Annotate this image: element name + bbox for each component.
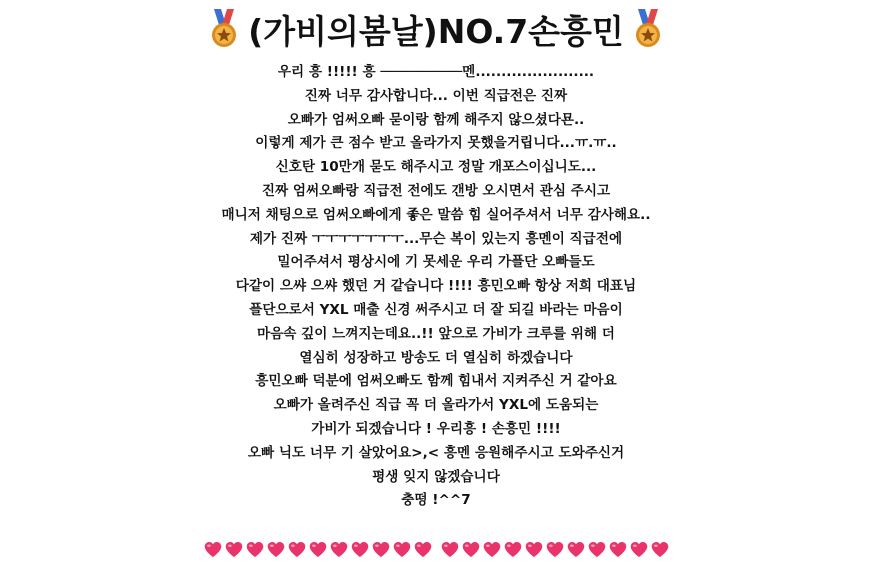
heart-icon xyxy=(609,541,627,558)
heart-icon xyxy=(414,541,432,558)
heart-group xyxy=(441,541,669,558)
heart-icon xyxy=(462,541,480,558)
message-line: 오빠가 엄써오빠 묻이랑 함께 해주지 않으셨다묜.. xyxy=(287,111,585,128)
message-line: 다같이 으쌰 으쌰 했던 거 같습니다 !!!! 흥민오빠 항상 저희 대표님 xyxy=(235,278,637,295)
heart-icon xyxy=(351,541,369,558)
heart-icon xyxy=(309,541,327,558)
message-line: 진짜 너무 감사합니다... 이번 직급전은 진짜 xyxy=(304,87,568,104)
message-line: 플단으로서 YXL 매출 신경 써주시고 더 잘 되길 바라는 마음이 xyxy=(249,301,623,318)
message-line: 충떵 !^^7 xyxy=(401,492,471,509)
heart-icon xyxy=(246,541,264,558)
heart-icon xyxy=(504,541,522,558)
message-line: 밀어주셔서 평상시에 기 못세운 우리 가플단 오빠들도 xyxy=(277,254,595,271)
message-line: 진짜 엄써오빠랑 직급전 전에도 갠방 오시면서 관심 주시고 xyxy=(261,182,611,199)
medal-icon xyxy=(632,9,664,49)
page-title xyxy=(0,6,872,52)
message-line: 오빠가 올려주신 직급 꼭 더 올라가서 YXL에 도움되는 xyxy=(273,397,599,414)
hearts-row xyxy=(0,538,872,560)
heart-icon xyxy=(267,541,285,558)
heart-icon xyxy=(204,541,222,558)
message-line: 매니저 채팅으로 엄써오빠에게 좋은 말씀 힘 실어주셔서 너무 감사해요.. xyxy=(221,206,651,223)
heart-icon xyxy=(546,541,564,558)
heart-icon xyxy=(483,541,501,558)
message-line: 평생 잊지 않겠습니다 xyxy=(372,468,500,485)
message-line: 열심히 성장하고 방송도 더 열심히 하겠습니다 xyxy=(299,349,573,366)
heart-icon xyxy=(288,541,306,558)
message-line: 제가 진짜 ㅜㅜㅜㅜㅜㅜㅜ...무슨 복이 있는지 흥멘이 직급전에 xyxy=(249,230,623,247)
heart-icon xyxy=(372,541,390,558)
message-line: 흥민오빠 덕분에 엄써오빠도 함께 힘내서 지켜주신 거 같아요 xyxy=(255,373,617,390)
heart-icon xyxy=(441,541,459,558)
heart-icon xyxy=(567,541,585,558)
heart-icon xyxy=(588,541,606,558)
message-line: 신호탄 10만개 묻도 해주시고 정말 개포스이십니도... xyxy=(275,159,597,176)
medal-icon xyxy=(208,9,240,49)
message-line: 마음속 깊이 느껴지는데요..!! 앞으로 가비가 크루를 위해 더 xyxy=(257,325,615,342)
message-line: 오빠 닉도 너무 기 살았어요>,< 흥멘 응원해주시고 도와주신거 xyxy=(247,444,625,461)
message-body xyxy=(0,61,872,513)
heart-icon xyxy=(525,541,543,558)
heart-icon xyxy=(330,541,348,558)
heart-icon xyxy=(630,541,648,558)
title-text: (가비의봄날)NO.7손흥민 xyxy=(248,11,624,51)
message-line: 우리 흥 !!!!! 흥 ──────────멘....................... xyxy=(277,64,595,80)
heart-icon xyxy=(651,541,669,558)
heart-group xyxy=(204,541,432,558)
message-line: 이렇게 제가 큰 점수 받고 올라가지 못했을거립니다...ㅠ.ㅠ.. xyxy=(255,135,617,152)
message-line: 가비가 되겠습니다 ! 우리흥 ! 손흥민 !!!! xyxy=(311,420,561,437)
heart-icon xyxy=(225,541,243,558)
heart-icon xyxy=(393,541,411,558)
